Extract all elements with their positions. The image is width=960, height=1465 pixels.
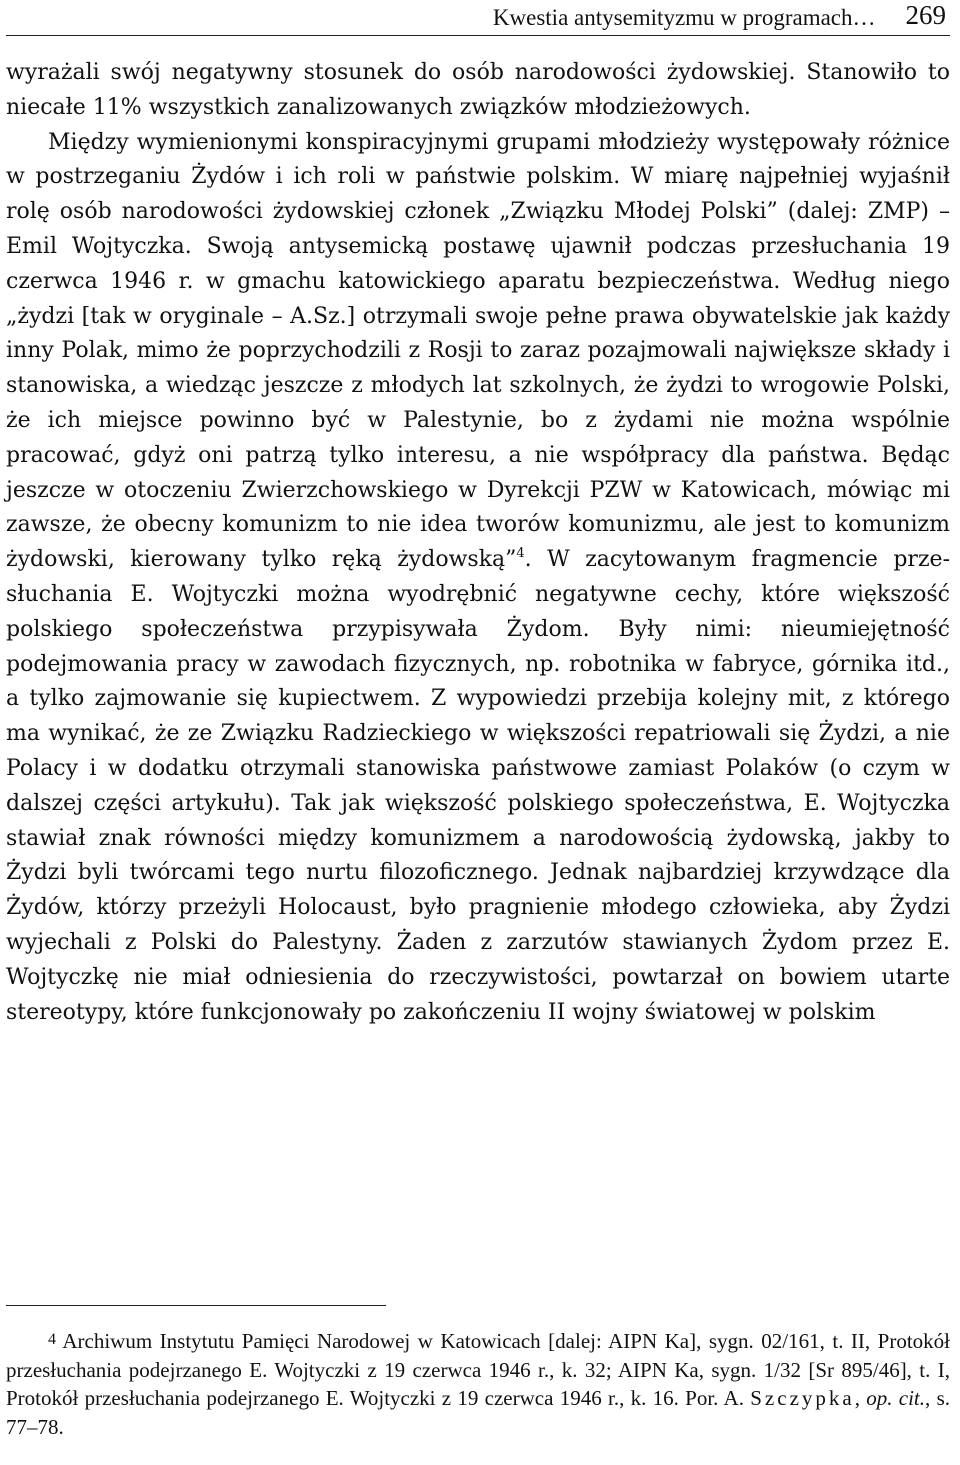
footnote-author-spaced: Szczypka [750,1386,855,1411]
paragraph-text-after-note: . W zacytowanym fragmencie przesłuchania E. Wojtyczki można wyodrębnić negatywne cechy, które większość polskiego społeczeństwa przypisywała Żydom. Były nimi: nieumiejętność podejmowania pracy w zawodach fizycznych, np. robotnika w fabryce, górnika itd., a tylko zajmowanie się kupiectwem. Z wypowiedzi przebija kolejny mit, z którego ma wynikać, że ze Związku Radzieckiego w większości repatriowali się Żydzi, a nie Polacy i w dodatku otrzymali stanowiska państwowe zamiast Polaków (o czym w dalszej części artykułu). Tak jak większość polskiego społeczeństwa, E. Wojtyczka stawiał znak równości między komunizmem a narodowością żydowską, jakby to Żydzi byli twórcami tego nurtu filozoficznego. Jednak najbardziej krzywdzące dla Żydów, którzy przeżyli Holocaust, było pragnienie młodego człowieka, aby Żydzi wyjechali z Polski do Palestyny. Żaden z zarzutów stawianych Żydom przez E. Wojtyczkę nie miał odniesienia do rzeczywistości, powtarzał on bowiem utarte stereotypy, które funkcjonowały po zakończeniu II wojny światowej w polskim [6,547,950,1025]
footnote-number: 4 [48,1331,56,1348]
paragraph-text-before-note: Między wymienionymi konspiracyjnymi grupami młodzieży występowały różnice w postrzeganiu Żydów i ich roli w państwie polskim. W miarę najpełniej wyjaśnił rolę osób narodowości żydowskiej członek „Związku Młodej Polski” (dalej: ZMP) – Emil Wojtyczka. Swoją antysemicką postawę ujawnił podczas przesłuchania 19 czerwca 1946 r. w gmachu katowickiego aparatu bezpieczeństwa. Według niego „żydzi [tak w oryginale – A.Sz.] otrzymali swoje pełne prawa obywatelskie jak każdy inny Polak, mimo że poprzychodzili z Rosji to zaraz pozajmowali największe składy i stanowiska, a wiedząc jeszcze z młodych lat szkolnych, że żydzi to wrogowie Polski, że ich miejsce powinno być w Palestynie, bo z żydami nie można wspólnie pracować, gdyż oni patrzą tylko interesu, a nie współpracy dla państwa. Będąc jeszcze w otoczeniu Zwierzchowskiego w Dyrekcji PZW w Katowicach, mówiąc mi zawsze, że obecny komunizm to nie idea tworów komunizmu, ale jest to komunizm żydowski, kierowany tylko ręką żydowską” [6,129,950,573]
footnote-text: Archiwum Instytutu Pamięci Narodowej w Katowicach [dalej: AIPN Ka], sygn. 02/161, t. II, Protokół przesłuchania podejrzanego E. Wojtyczki z 19 czerwca 1946 r., k. 32; AIPN Ka, sygn. 1/32 [Sr 895/46], t. I, Protokół przesłuchania podejrzanego E. Wojtyczki z 19 czerwca 1946 r., k. 16. Por. A. [6,1329,951,1411]
footnote-pages: , s. 77–78. [6,1386,950,1439]
footnote-4 [6,1326,950,1441]
book-page [6,0,951,1439]
footnote-reference[interactable]: 4 [516,546,525,562]
running-header [6,0,950,36]
page-number: 269 [905,0,946,30]
paragraph-wojtyczka [6,126,950,1031]
paragraph-continuation: wyrażali swój negatywny stosunek do osób narodowości żydowskiej. Stanowiło to niecałe 11% wszystkich zanalizowanych związków młodzieżowych. [6,60,950,120]
footnotes [6,1326,950,1441]
main-text [6,56,950,1030]
footnote-op-cit: op. cit. [866,1386,926,1411]
footnote-separator [6,1305,386,1306]
running-title: Kwestia antysemityzmu w programach… [492,5,876,30]
footnote-separator-text: , [854,1386,867,1411]
